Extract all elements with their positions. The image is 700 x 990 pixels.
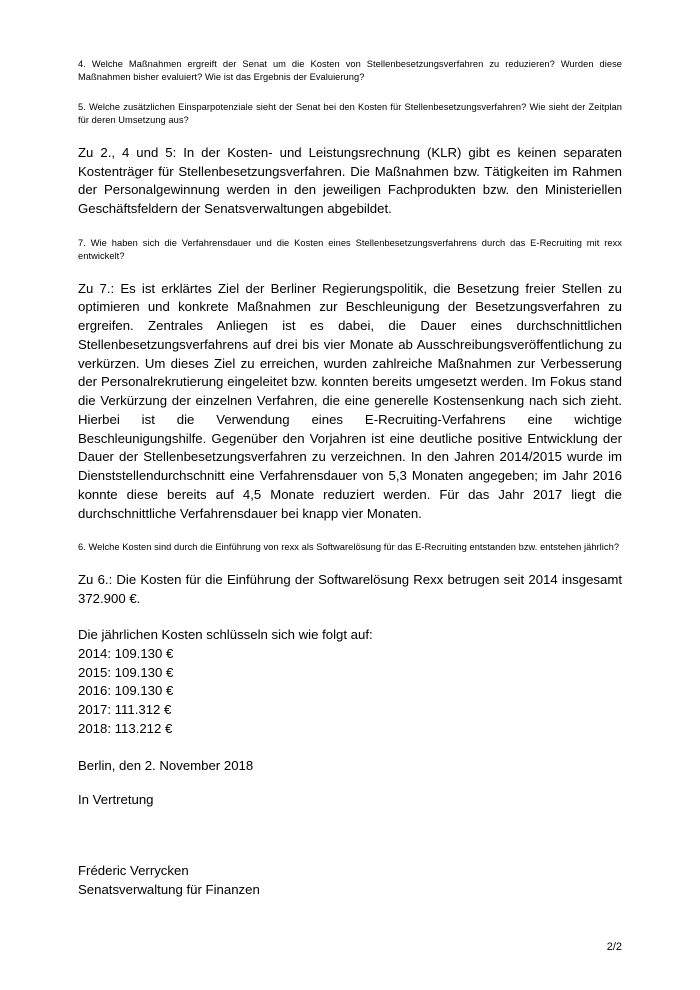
question-4-paragraph: 4. Welche Maßnahmen ergreift der Senat um die Kosten von Stellenbesetzungsverfahren zu reduzieren? Wurden diese Maßnahmen bisher evaluiert? Wie ist das Ergebnis der Evaluierung?: [78, 59, 622, 83]
signature-space: [78, 810, 622, 862]
list-item: 2018: 113.212 €: [78, 720, 173, 736]
question-5-paragraph: 5. Welche zusätzlichen Einsparpotenziale sieht der Senat bei den Kosten für Stellenbesetzungsverfahren? Wie sieht der Zeitplan für deren Umsetzung aus?: [78, 101, 622, 126]
list-item: 2016: 109.130 €: [78, 683, 174, 699]
question-6-paragraph: 6. Welche Kosten sind durch die Einführung von rexx als Softwarelösung für das E-Recruiting entstanden bzw. entstehen jährlich?: [78, 542, 620, 553]
list-item: 2015: 109.130 €: [78, 664, 174, 680]
closing-formula: In Vertretung: [78, 792, 154, 808]
signatory-name: Fréderic Verrycken: [78, 863, 189, 879]
signature-block: [78, 862, 622, 899]
place-and-date: Berlin, den 2. November 2018: [78, 757, 254, 773]
cost-breakdown-intro: Die jährlichen Kosten schlüsseln sich wie folgt auf:: [78, 627, 373, 643]
page-number: 2/2: [606, 941, 622, 953]
answer-7-paragraph: Zu 7.: Es ist erklärtes Ziel der Berliner Regierungspolitik, die Besetzung freier Stellen zu optimieren und konkrete Maßnahmen zur Beschleunigung der Besetzungsverfahren zu ergreifen. Zentrales Anliegen ist es dabei, die Dauer eines durchschnittlichen Stellenbesetzungsverfahrens auf drei bis vier Monate ab Ausschreibungsveröffentlichung zu verkürzen. Um dieses Ziel zu erreichen, wurden zahlreiche Maßnahmen zur Verbesserung der Personalrekrutierung eingeleitet bzw. konnten bereits umgesetzt werden. Im Fokus stand die Verkürzung der einzelnen Verfahren, die eine generelle Kostensenkung nach sich zieht. Hierbei ist die Verwendung eines E-Recruiting-Verfahrens eine wichtige Beschleunigungshilfe. Gegenüber den Vorjahren ist eine deutliche positive Entwicklung der Dauer der Stellenbesetzungsverfahren zu verzeichnen. In den Jahren 2014/2015 wurde im Dienststellendurchschnitt eine Verfahrensdauer von 5,3 Monaten angegeben; im Jahr 2016 konnte diese bereits auf 4,5 Monate reduziert werden. Für das Jahr 2017 liegt die durchschnittliche Verfahrensdauer bei knapp vier Monaten.: [78, 280, 622, 521]
answer-6-paragraph: Zu 6.: Die Kosten für die Einführung der Softwarelösung Rexx betrugen seit 2014 insgesamt 372.900 €.: [78, 571, 622, 606]
question-7-paragraph: 7. Wie haben sich die Verfahrensdauer und die Kosten eines Stellenbesetzungsverfahrens durch das E-Recruiting mit rexx entwickelt?: [78, 237, 622, 262]
answer-2-4-5-paragraph: Zu 2., 4 und 5: In der Kosten- und Leistungsrechnung (KLR) gibt es keinen separaten Kostenträger für Stellenbesetzungsverfahren. Die Maßnahmen bzw. Tätigkeiten im Rahmen der Personalgewinnung werden in den jeweiligen Fachprodukten bzw. den Ministeriellen Geschäftsfeldern der Senatsverwaltungen abgebildet.: [78, 144, 622, 217]
signatory-department: Senatsverwaltung für Finanzen: [78, 881, 260, 897]
document-body: [78, 58, 622, 900]
list-item: 2017: 111.312 €: [78, 702, 172, 718]
cost-breakdown-list: [78, 645, 622, 739]
list-item: 2014: 109.130 €: [78, 645, 174, 661]
